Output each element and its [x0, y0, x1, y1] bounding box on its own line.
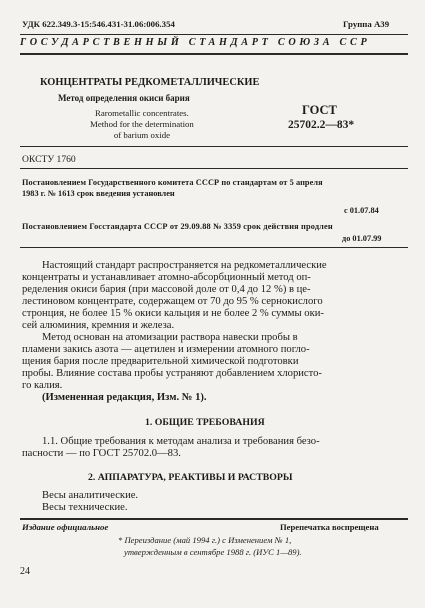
- reissue-note: утвержденным в сентябре 1988 г. (ИУС 1—89).: [124, 547, 302, 557]
- document-subtitle: Метод определения окиси бария: [58, 93, 190, 103]
- paragraph-line: ределения окиси бария (при массовой доле от 0,4 до 12 %) в це-: [22, 284, 311, 295]
- paragraph-line: лестиновом концентрате, содержащем от 70 до 95 % сернокислого: [22, 296, 323, 307]
- official-edition-label: Издание официальное: [22, 522, 109, 532]
- divider-top: [20, 34, 408, 35]
- section-heading: 2. АППАРАТУРА, РЕАКТИВЫ И РАСТВОРЫ: [88, 472, 293, 483]
- group-label: Группа А39: [343, 19, 390, 29]
- divider-title: [20, 146, 408, 147]
- reprint-notice: Перепечатка воспрещена: [280, 522, 379, 532]
- document-title: КОНЦЕНТРАТЫ РЕДКОМЕТАЛЛИЧЕСКИЕ: [40, 77, 260, 88]
- paragraph-line: концентраты и устанавливает атомно-абсорбционный метод оп-: [22, 272, 311, 283]
- reissue-note: * Переиздание (май 1994 г.) с Изменением № 1,: [118, 535, 292, 545]
- page-number: 24: [20, 566, 30, 577]
- english-title: [90, 108, 194, 140]
- list-item: Весы технические.: [42, 502, 128, 513]
- paragraph-line: пробы. Влияние состава пробы устраняют добавлением хлористо-: [22, 368, 322, 379]
- gost-number: 25702.2—83*: [288, 119, 355, 131]
- paragraph-line: Метод основан на атомизации раствора навески пробы в: [42, 332, 298, 343]
- paragraph-line: щения бария после предварительной химической подготовки: [22, 356, 299, 367]
- paragraph-line: сей алюминия, кремния и железа.: [22, 320, 175, 331]
- decree-date: с 01.07.84: [344, 206, 379, 215]
- english-title-line: Rarometallic concentrates.: [95, 108, 189, 118]
- divider-footer: [20, 518, 408, 520]
- paragraph-line: стронция, не более 15 % окиси кальция и не более 2 % суммы оки-: [22, 308, 324, 319]
- english-title-line: of barium oxide: [113, 129, 170, 140]
- section-heading: 1. ОБЩИЕ ТРЕБОВАНИЯ: [145, 417, 265, 428]
- gost-label: ГОСТ: [302, 103, 337, 117]
- paragraph-line: Настоящий стандарт распространяется на редкометаллические: [42, 260, 327, 271]
- paragraph-line: пламени закись азота — ацетилен и измерении атомного погло-: [22, 344, 310, 355]
- paragraph-line: го калия.: [22, 380, 63, 391]
- divider-decrees: [20, 247, 408, 248]
- okstu-code: ОКСТУ 1760: [22, 154, 76, 165]
- divider-banner: [20, 53, 408, 55]
- amendment-note: (Измененная редакция, Изм. № 1).: [42, 392, 207, 403]
- decree-date: до 01.07.99: [342, 234, 382, 243]
- standard-banner: ГОСУДАРСТВЕННЫЙ СТАНДАРТ СОЮЗА ССР: [20, 37, 371, 48]
- decree-line: 1983 г. № 1613 срок введения установлен: [22, 189, 175, 198]
- section-line: 1.1. Общие требования к методам анализа и требования безо-: [42, 436, 320, 447]
- udk-code: УДК 622.349.3-15:546.431-31.06:006.354: [22, 19, 175, 29]
- section-line: пасности — по ГОСТ 25702.0—83.: [22, 448, 181, 459]
- english-title-line: Method for the determination: [90, 118, 194, 129]
- divider-okstu: [20, 168, 408, 169]
- decree-line: Постановлением Госстандарта СССР от 29.09.88 № 3359 срок действия продлен: [22, 222, 333, 231]
- decree-line: Постановлением Государственного комитета СССР по стандартам от 5 апреля: [22, 178, 323, 187]
- list-item: Весы аналитические.: [42, 490, 139, 501]
